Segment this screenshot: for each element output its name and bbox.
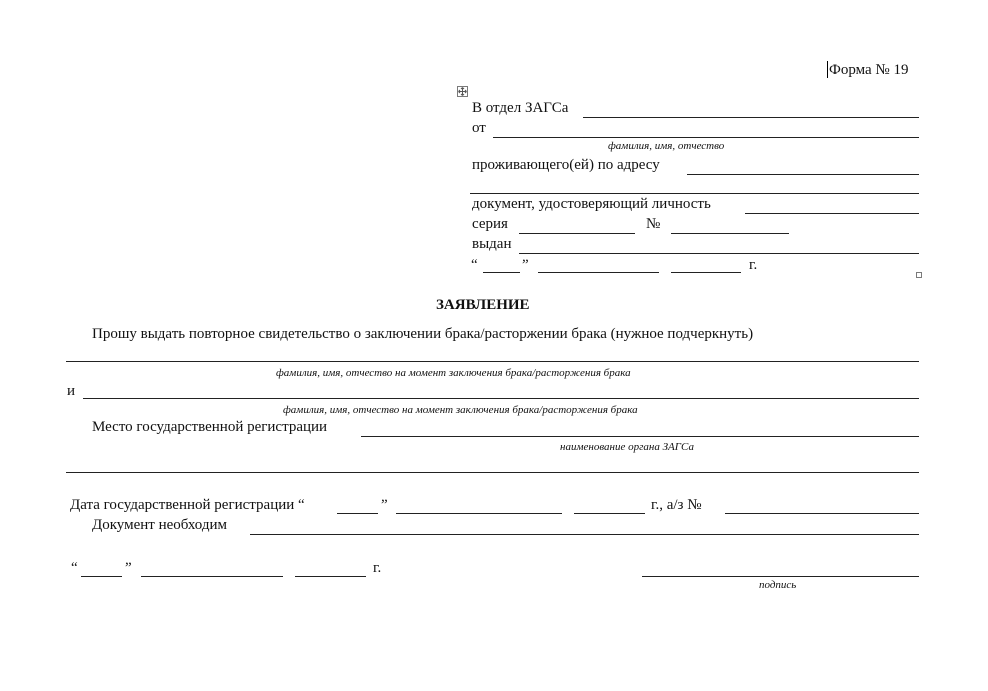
and-label: и: [67, 383, 76, 399]
address-line-2[interactable]: [470, 193, 919, 194]
issue-year-abbr: г.: [749, 257, 758, 273]
spouse-2-hint: фамилия, имя, отчество на момент заключения брака/расторжения брака: [283, 404, 638, 416]
signing-year-abbr: г.: [373, 560, 382, 576]
spouse-1-hint: фамилия, имя, отчество на момент заключения брака/расторжения брака: [276, 367, 631, 379]
registry-office-hint: наименование органа ЗАГСа: [560, 441, 694, 453]
document-needed-line[interactable]: [250, 534, 919, 535]
number-sign: №: [646, 216, 661, 232]
document-title: ЗАЯВЛЕНИЕ: [436, 297, 530, 313]
signing-year-line[interactable]: [295, 576, 366, 577]
registration-month-line[interactable]: [396, 513, 562, 514]
signing-date-open-quote: “: [71, 560, 78, 576]
issued-line[interactable]: [519, 253, 919, 254]
to-registry-label: В отдел ЗАГСа: [472, 100, 569, 116]
record-number-line[interactable]: [725, 513, 919, 514]
issue-day-line[interactable]: [483, 272, 520, 273]
form-number: Форма № 19: [829, 62, 909, 78]
signature-line[interactable]: [642, 576, 919, 577]
address-line[interactable]: [687, 174, 919, 175]
table-resize-handle[interactable]: [916, 272, 922, 278]
registration-place-label: Место государственной регистрации: [92, 419, 328, 435]
request-text: Прошу выдать повторное свидетельство о заключении брака/расторжении брака (нужное подчеркнуть): [92, 326, 754, 342]
id-document-line[interactable]: [745, 213, 919, 214]
signature-hint: подпись: [759, 579, 797, 591]
series-label: серия: [472, 216, 508, 232]
issue-date-open-quote: “: [471, 257, 478, 273]
from-line[interactable]: [493, 137, 919, 138]
number-line[interactable]: [671, 233, 789, 234]
table-move-handle-icon[interactable]: [457, 86, 468, 97]
document-needed-label: Документ необходим: [92, 517, 227, 533]
registration-place-line-2[interactable]: [66, 472, 919, 473]
signing-month-line[interactable]: [141, 576, 283, 577]
spouse-1-line[interactable]: [66, 361, 919, 362]
from-label: от: [472, 120, 486, 136]
issue-year-line[interactable]: [671, 272, 741, 273]
registration-date-close-quote: ”: [381, 497, 388, 513]
series-line[interactable]: [519, 233, 635, 234]
signing-day-line[interactable]: [81, 576, 122, 577]
spouse-2-line[interactable]: [83, 398, 919, 399]
registration-date-label: Дата государственной регистрации “: [70, 497, 305, 513]
issued-label: выдан: [472, 236, 512, 252]
signing-date-close-quote: ”: [125, 560, 132, 576]
year-record-label: г., а/з №: [651, 497, 702, 513]
address-label: проживающего(ей) по адресу: [472, 157, 660, 173]
text-cursor: [827, 61, 828, 78]
registration-day-line[interactable]: [337, 513, 378, 514]
to-registry-line[interactable]: [583, 117, 919, 118]
fio-hint: фамилия, имя, отчество: [608, 140, 725, 152]
issue-month-line[interactable]: [538, 272, 659, 273]
id-document-label: документ, удостоверяющий личность: [472, 196, 711, 212]
issue-date-close-quote: ”: [522, 257, 529, 273]
registration-year-line[interactable]: [574, 513, 645, 514]
registration-place-line[interactable]: [361, 436, 919, 437]
